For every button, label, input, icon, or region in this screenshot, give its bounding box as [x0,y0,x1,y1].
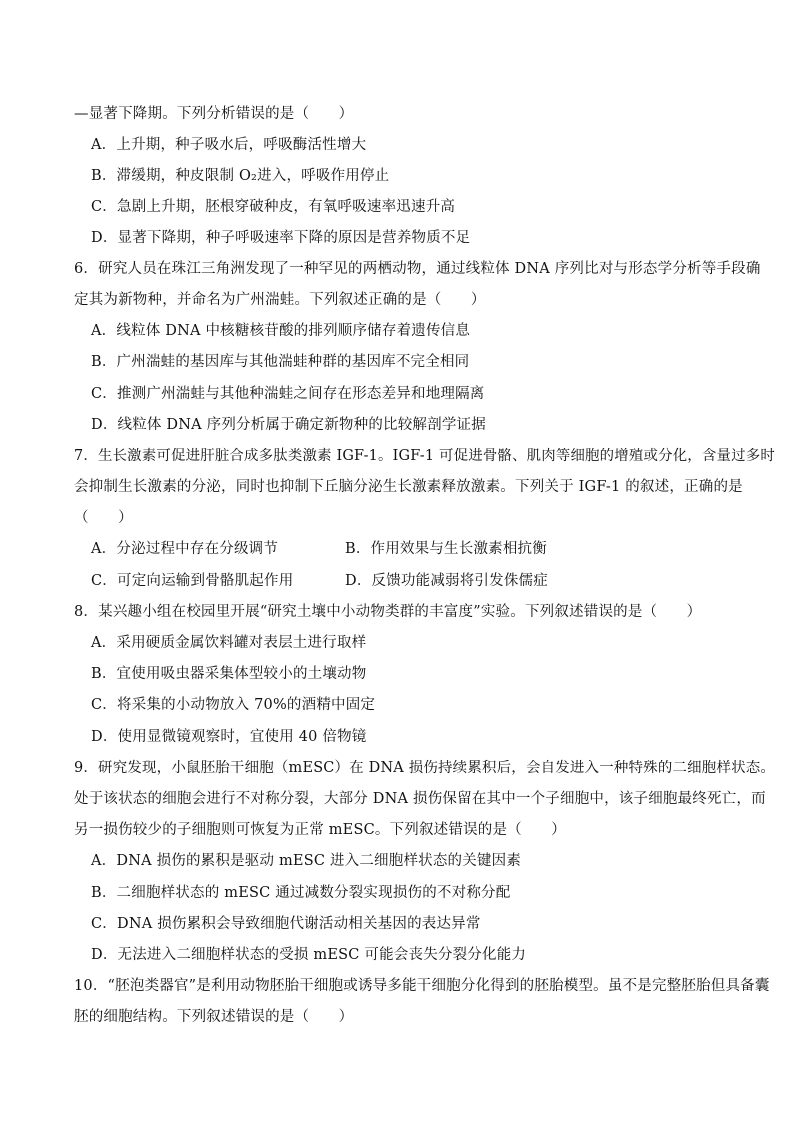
question-6-option-d: D．线粒体 DNA 序列分析属于确定新物种的比较解剖学证据 [91,417,486,433]
question-5-stem-end: —显著下降期。下列分析错误的是（ ） [74,106,354,122]
question-9-option-d: D．无法进入二细胞样状态的受损 mESC 可能会丧失分裂分化能力 [91,947,527,963]
question-5-option-b: B．滞缓期，种皮限制 O₂进入，呼吸作用停止 [91,168,390,184]
question-9-option-b: B．二细胞样状态的 mESC 通过减数分裂实现损伤的不对称分配 [91,885,511,901]
question-6-option-c: C．推测广州湍蛙与其他种湍蛙之间存在形态差异和地理隔离 [91,386,485,402]
question-5-option-c: C．急剧上升期，胚根穿破种皮，有氧呼吸速率迅速升高 [91,199,456,215]
question-6-stem-line-2: 定其为新物种，并命名为广州湍蛙。下列叙述正确的是（ ） [74,292,486,308]
question-8-option-d: D．使用显微镜观察时，宜使用 40 倍物镜 [91,729,367,745]
question-9-option-a: A．DNA 损伤的累积是驱动 mESC 进入二细胞样状态的关键因素 [91,853,522,869]
question-5-option-d: D．显著下降期，种子呼吸速率下降的原因是营养物质不足 [91,230,471,246]
question-9-stem-line-2: 处于该状态的细胞会进行不对称分裂，大部分 DNA 损伤保留在其中一个子细胞中，该子细胞最终死亡，而 [74,791,766,807]
question-6-option-a: A．线粒体 DNA 中核糖核苷酸的排列顺序储存着遗传信息 [91,323,471,339]
question-8-option-c: C．将采集的小动物放入 70%的酒精中固定 [91,697,376,713]
question-7-option-c: C．可定向运输到骨骼肌起作用 [91,573,294,589]
question-7-stem-line-2: 会抑制生长激素的分泌，同时也抑制下丘脑分泌生长激素释放激素。下列关于 IGF-1 的叙述，正确的是 [74,479,743,495]
question-7-option-a: A．分泌过程中存在分级调节 [91,541,279,557]
question-7-option-d: D．反馈功能减弱将引发侏儒症 [345,573,548,589]
question-10-stem-line-1: 10．“胚泡类器官”是利用动物胚胎干细胞或诱导多能干细胞分化得到的胚胎模型。虽不是完整胚胎但具备囊 [74,978,770,994]
question-6-stem-line-1: 6．研究人员在珠江三角洲发现了一种罕见的两栖动物，通过线粒体 DNA 序列比对与形态学分析等手段确 [74,261,761,277]
question-7-stem-line-1: 7．生长激素可促进肝脏合成多肽类激素 IGF-1。IGF-1 可促进骨骼、肌肉等细胞的增殖或分化，含量过多时 [74,448,775,464]
question-6-option-b: B．广州湍蛙的基因库与其他湍蛙种群的基因库不完全相同 [91,354,470,370]
question-5-option-a: A．上升期，种子吸水后，呼吸酶活性增大 [91,137,367,153]
question-9-stem-line-1: 9．研究发现，小鼠胚胎干细胞（mESC）在 DNA 损伤持续累积后，会自发进入一种特殊的二细胞样状态。 [74,760,776,776]
question-8-stem-line-1: 8．某兴趣小组在校园里开展“研究土壤中小动物类群的丰富度”实验。下列叙述错误的是（ ） [74,604,702,620]
question-8-option-b: B．宜使用吸虫器采集体型较小的土壤动物 [91,666,367,682]
question-10-stem-line-2: 胚的细胞结构。下列叙述错误的是（ ） [74,1009,354,1025]
question-7-stem-line-3: （ ） [74,510,133,526]
question-7-option-b: B．作用效果与生长激素相抗衡 [345,541,547,557]
question-9-stem-line-3: 另一损伤较少的子细胞则可恢复为正常 mESC。下列叙述错误的是（ ） [74,822,566,838]
question-8-option-a: A．采用硬质金属饮料罐对表层土进行取样 [91,635,367,651]
question-9-option-c: C．DNA 损伤累积会导致细胞代谢活动相关基因的表达异常 [91,916,481,932]
